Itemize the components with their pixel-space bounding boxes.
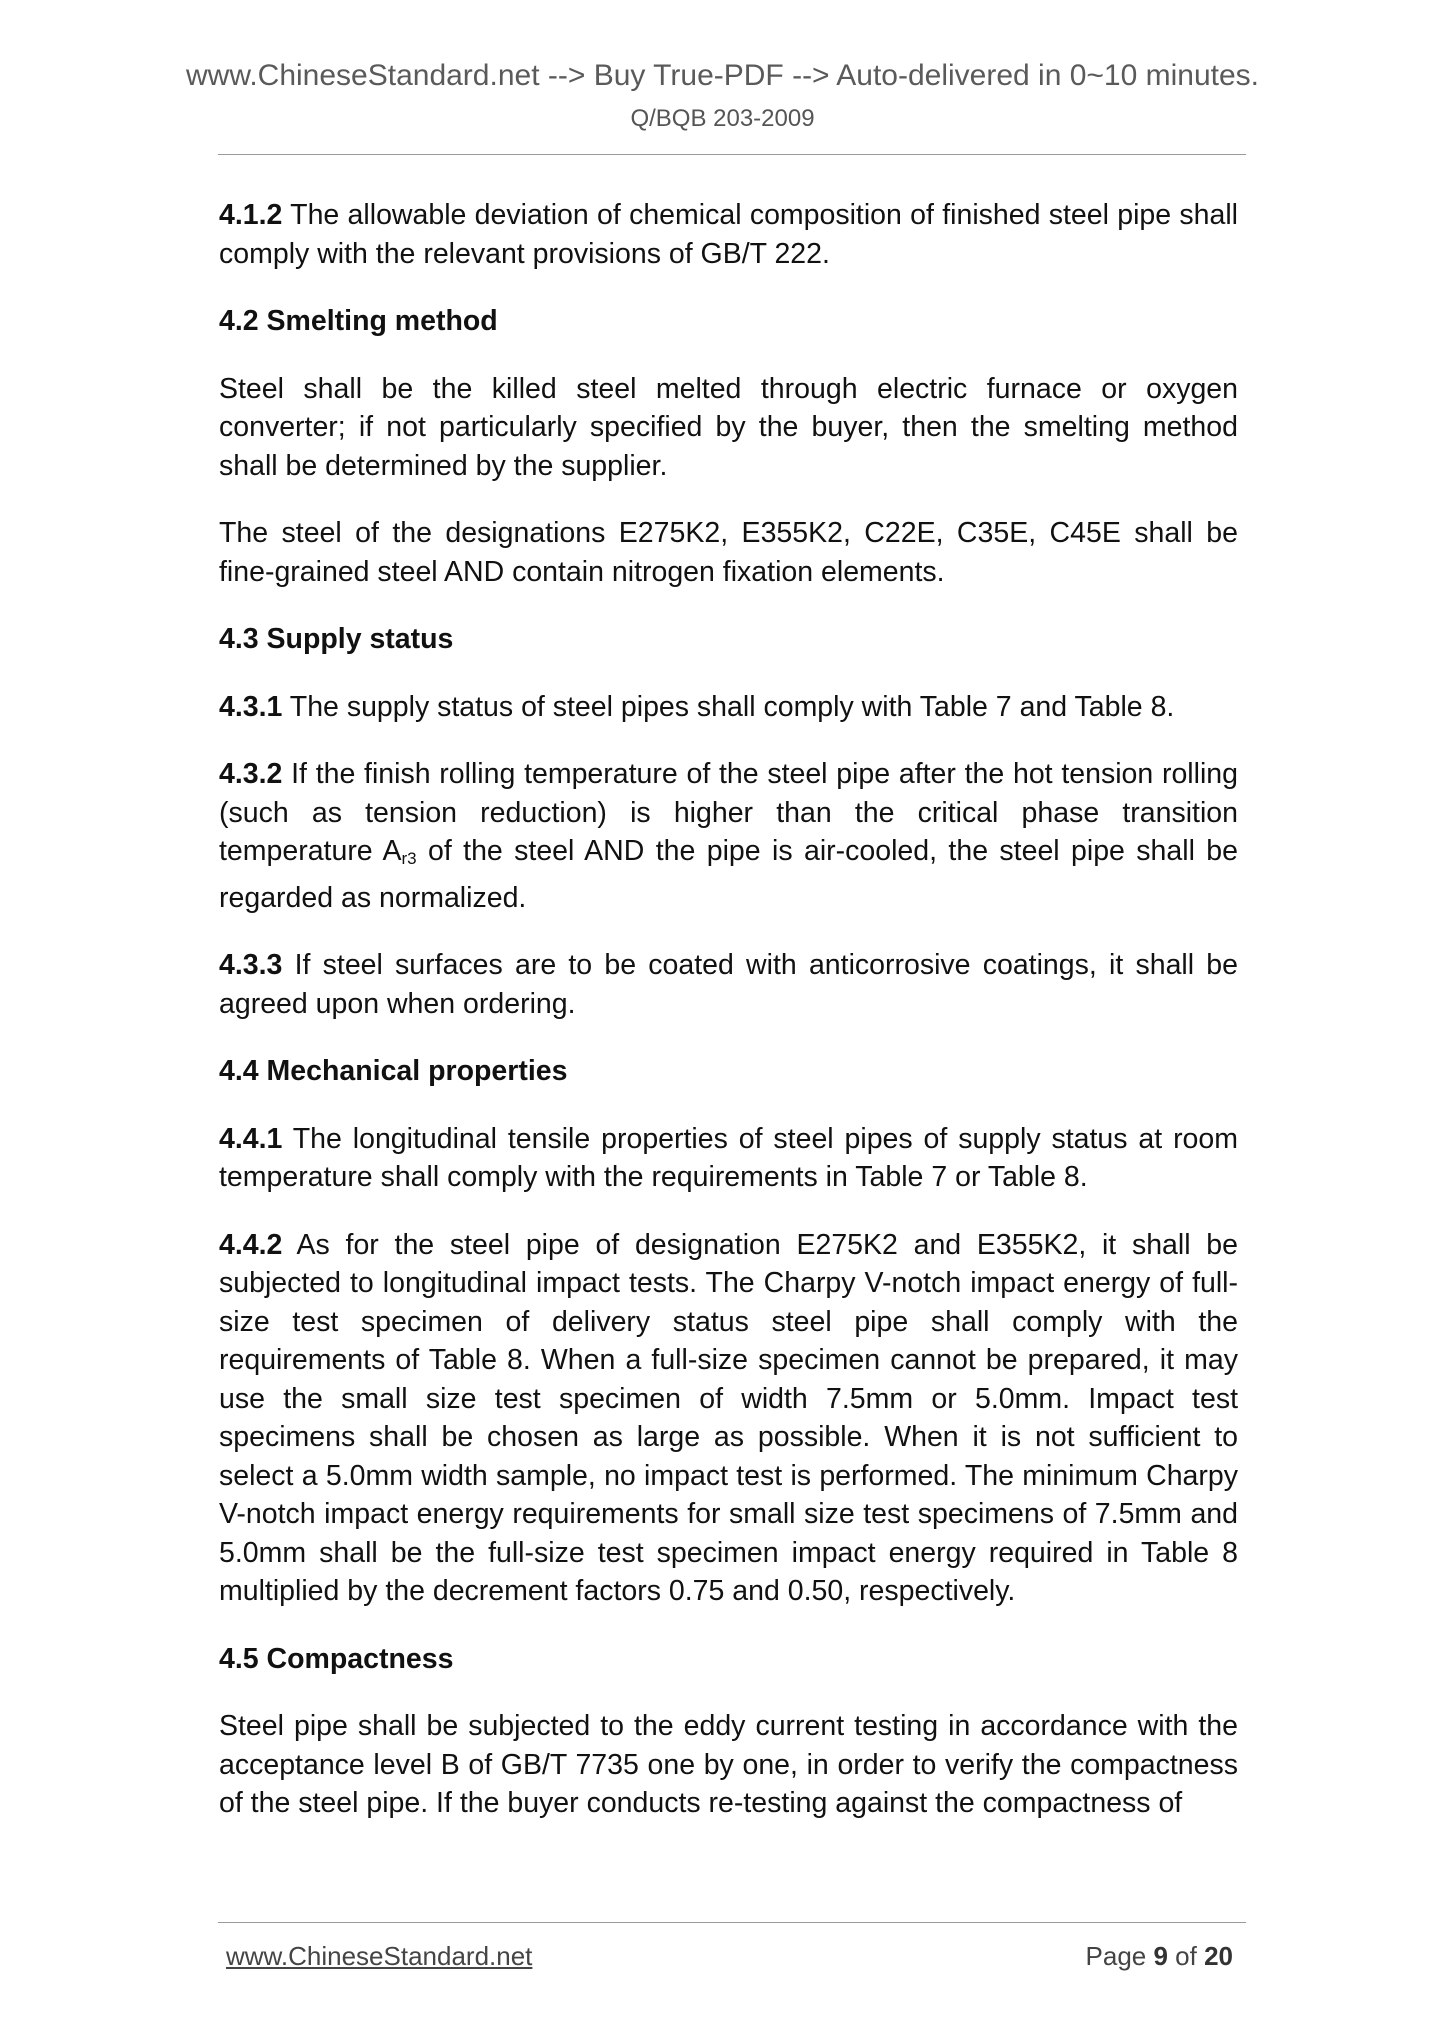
- header-divider: [218, 154, 1246, 155]
- current-page: 9: [1153, 1941, 1168, 1971]
- clause-text-continued: of the steel AND the pipe is air-cooled, the steel pipe shall be regarded as normalized.: [219, 835, 1238, 914]
- page-indicator: [1086, 1940, 1233, 1972]
- clause-number: 4.1.2: [219, 199, 283, 231]
- heading-4-5: 4.5 Compactness: [219, 1642, 454, 1675]
- paragraph-4-5: Steel pipe shall be subjected to the eddy current testing in accordance with the acceptance level B of GB/T 7735 one by one, in order to verify the compactness of the steel pipe. If the buyer conducts re-testing against the compactness of: [219, 1710, 1238, 1819]
- clause-4-3-2: [219, 755, 1238, 917]
- subscript-r3: r3: [401, 849, 417, 868]
- clause-number: 4.4.2: [219, 1228, 283, 1261]
- clause-number: 4.3.3: [219, 949, 283, 981]
- total-pages: 20: [1204, 1941, 1233, 1971]
- document-body: [219, 196, 1238, 1852]
- clause-4-3-3: [219, 946, 1238, 1023]
- clause-text: If the finish rolling temperature of the steel pipe after the hot tension rolling (such as tension reduction) is higher than the critical phase transition temperature A: [219, 758, 1238, 867]
- clause-4-3-1: [219, 688, 1238, 727]
- clause-number: 4.3.2: [219, 758, 283, 790]
- clause-text: As for the steel pipe of designation E275K2 and E355K2, it shall be subjected to longitudinal impact tests. The Charpy V-notch impact energy of full-size test specimen of delivery status steel pipe shall comply with the requirements of Table 8. When a full-size specimen cannot be prepared, it may use the small size test specimen of width 7.5mm or 5.0mm. Impact test specimens shall be chosen as large as possible. When it is not sufficient to select a 5.0mm width sample, no impact test is performed. The minimum Charpy V-notch impact energy requirements for small size test specimens of 7.5mm and 5.0mm shall be the full-size test specimen impact energy required in Table 8 multiplied by the decrement factors 0.75 and 0.50, respectively.: [219, 1228, 1238, 1607]
- clause-text: If steel surfaces are to be coated with anticorrosive coatings, it shall be agreed upon when ordering.: [219, 949, 1238, 1020]
- document-number: Q/BQB 203-2009: [630, 105, 815, 132]
- footer-website-link[interactable]: www.ChineseStandard.net: [226, 1941, 533, 1971]
- paragraph-4-2-b: The steel of the designations E275K2, E355K2, C22E, C35E, C45E shall be fine-grained steel AND contain nitrogen fixation elements.: [219, 517, 1238, 588]
- clause-number: 4.3.1: [219, 690, 283, 723]
- clause-4-4-2: [219, 1226, 1238, 1611]
- clause-4-4-1: [219, 1120, 1238, 1197]
- page-prefix: Page: [1085, 1941, 1154, 1971]
- footer-divider: [218, 1922, 1246, 1923]
- clause-4-1-2: [219, 196, 1238, 273]
- clause-text: The supply status of steel pipes shall comply with Table 7 and Table 8.: [282, 690, 1175, 723]
- clause-text: The longitudinal tensile properties of steel pipes of supply status at room temperature shall comply with the requirements in Table 7 or Table 8.: [219, 1122, 1238, 1193]
- heading-4-2: 4.2 Smelting method: [219, 305, 498, 337]
- clause-text: The allowable deviation of chemical composition of finished steel pipe shall comply with the relevant provisions of GB/T 222.: [219, 199, 1238, 270]
- clause-number: 4.4.1: [219, 1122, 283, 1155]
- heading-4-3: 4.3 Supply status: [219, 623, 454, 655]
- site-banner: www.ChineseStandard.net --> Buy True-PDF --> Auto-delivered in 0~10 minutes.: [185, 59, 1260, 92]
- heading-4-4: 4.4 Mechanical properties: [219, 1055, 568, 1087]
- paragraph-4-2-a: Steel shall be the killed steel melted through electric furnace or oxygen converter; if not particularly specified by the buyer, then the smelting method shall be determined by the supplier.: [219, 372, 1238, 482]
- page-separator: of: [1167, 1941, 1205, 1971]
